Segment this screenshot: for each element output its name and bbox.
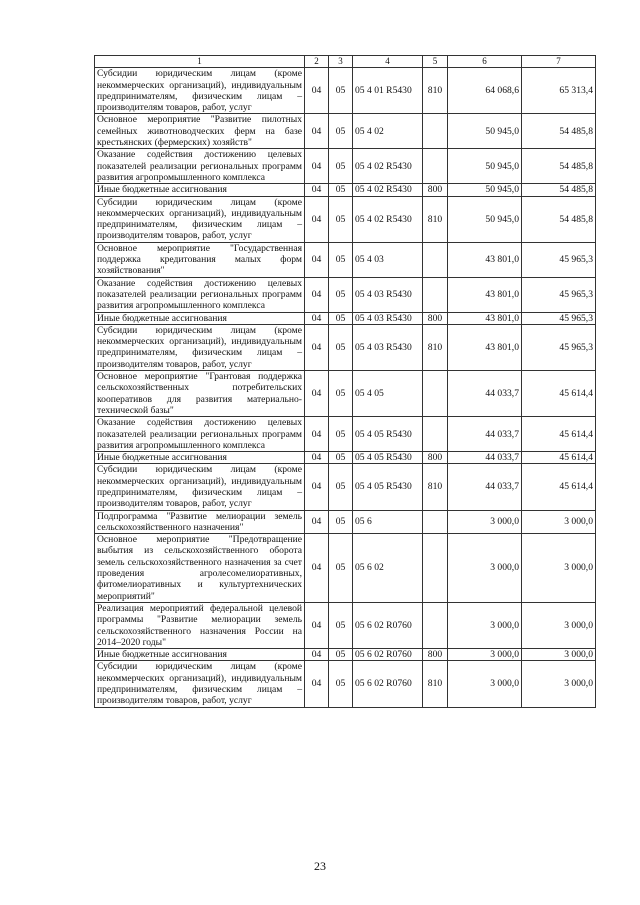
target-article-cell: 05 4 05 R5430: [353, 417, 423, 452]
amount-year-2-cell: 45 614,4: [522, 452, 596, 464]
item-name-cell: Субсидии юридическим лицам (кроме некоммерческих организаций), индивидуальным предпринимателям, физическим лицам – производителям товаров, работ, услуг: [95, 324, 305, 370]
target-article-cell: 05 4 01 R5430: [353, 68, 423, 114]
expense-type-cell: 810: [423, 68, 448, 114]
amount-year-1-cell: 44 033,7: [448, 371, 522, 417]
subsection-code-cell: 05: [329, 661, 353, 707]
table-row: [95, 277, 596, 312]
item-name-cell: Основное мероприятие "Грантовая поддержка сельскохозяйственных потребительских кооперативов для развития материально-технической базы": [95, 371, 305, 417]
amount-year-2-cell: 45 965,3: [522, 242, 596, 277]
target-article-cell: 05 4 02 R5430: [353, 149, 423, 184]
subsection-code-cell: 05: [329, 371, 353, 417]
amount-year-1-cell: 43 801,0: [448, 277, 522, 312]
expense-type-cell: 800: [423, 452, 448, 464]
section-code-cell: 04: [305, 324, 329, 370]
section-code-cell: 04: [305, 277, 329, 312]
item-name-cell: Оказание содействия достижению целевых показателей реализации региональных программ развития агропромышленного комплекса: [95, 149, 305, 184]
expense-type-cell: [423, 277, 448, 312]
section-code-cell: 04: [305, 464, 329, 510]
subsection-code-cell: 05: [329, 464, 353, 510]
subsection-code-cell: 05: [329, 242, 353, 277]
amount-year-1-cell: 50 945,0: [448, 149, 522, 184]
section-code-cell: 04: [305, 68, 329, 114]
amount-year-2-cell: 54 485,8: [522, 114, 596, 149]
table-row: [95, 371, 596, 417]
subsection-code-cell: 05: [329, 149, 353, 184]
table-row: [95, 68, 596, 114]
section-code-cell: 04: [305, 114, 329, 149]
amount-year-1-cell: 44 033,7: [448, 452, 522, 464]
subsection-code-cell: 05: [329, 324, 353, 370]
table-row: [95, 417, 596, 452]
target-article-cell: 05 4 03: [353, 242, 423, 277]
subsection-code-cell: 05: [329, 452, 353, 464]
target-article-cell: 05 4 03 R5430: [353, 324, 423, 370]
expense-type-cell: [423, 510, 448, 534]
subsection-code-cell: 05: [329, 534, 353, 603]
budget-table-page: [94, 55, 595, 708]
amount-year-2-cell: 45 614,4: [522, 371, 596, 417]
amount-year-2-cell: 3 000,0: [522, 534, 596, 603]
item-name-cell: Иные бюджетные ассигнования: [95, 184, 305, 196]
expense-type-cell: [423, 371, 448, 417]
table-row: [95, 649, 596, 661]
expense-type-cell: [423, 417, 448, 452]
subsection-code-cell: 05: [329, 114, 353, 149]
table-row: [95, 324, 596, 370]
section-code-cell: 04: [305, 649, 329, 661]
subsection-code-cell: 05: [329, 277, 353, 312]
target-article-cell: 05 4 02 R5430: [353, 196, 423, 242]
amount-year-2-cell: 45 614,4: [522, 464, 596, 510]
amount-year-1-cell: 3 000,0: [448, 510, 522, 534]
amount-year-1-cell: 3 000,0: [448, 534, 522, 603]
table-row: [95, 114, 596, 149]
section-code-cell: 04: [305, 661, 329, 707]
section-code-cell: 04: [305, 602, 329, 648]
target-article-cell: 05 4 03 R5430: [353, 277, 423, 312]
target-article-cell: 05 4 05: [353, 371, 423, 417]
section-code-cell: 04: [305, 149, 329, 184]
table-row: [95, 452, 596, 464]
subsection-code-cell: 05: [329, 312, 353, 324]
target-article-cell: 05 4 02: [353, 114, 423, 149]
subsection-code-cell: 05: [329, 510, 353, 534]
expense-type-cell: 810: [423, 661, 448, 707]
target-article-cell: 05 4 03 R5430: [353, 312, 423, 324]
table-row: [95, 184, 596, 196]
table-row: [95, 242, 596, 277]
table-row: [95, 464, 596, 510]
item-name-cell: Оказание содействия достижению целевых показателей реализации региональных программ развития агропромышленного комплекса: [95, 417, 305, 452]
expense-type-cell: 800: [423, 649, 448, 661]
amount-year-1-cell: 3 000,0: [448, 661, 522, 707]
amount-year-1-cell: 3 000,0: [448, 602, 522, 648]
section-code-cell: 04: [305, 196, 329, 242]
subsection-code-cell: 05: [329, 68, 353, 114]
amount-year-1-cell: 44 033,7: [448, 417, 522, 452]
subsection-code-cell: 05: [329, 602, 353, 648]
target-article-cell: 05 4 02 R5430: [353, 184, 423, 196]
target-article-cell: 05 6 02 R0760: [353, 602, 423, 648]
item-name-cell: Субсидии юридическим лицам (кроме некоммерческих организаций), индивидуальным предпринимателям, физическим лицам – производителям товаров, работ, услуг: [95, 464, 305, 510]
item-name-cell: Оказание содействия достижению целевых показателей реализации региональных программ развития агропромышленного комплекса: [95, 277, 305, 312]
amount-year-2-cell: 3 000,0: [522, 510, 596, 534]
expense-type-cell: 800: [423, 184, 448, 196]
expense-type-cell: [423, 114, 448, 149]
section-code-cell: 04: [305, 242, 329, 277]
amount-year-2-cell: 65 313,4: [522, 68, 596, 114]
header-cell-4: 4: [353, 56, 423, 68]
subsection-code-cell: 05: [329, 184, 353, 196]
amount-year-1-cell: 50 945,0: [448, 196, 522, 242]
item-name-cell: Иные бюджетные ассигнования: [95, 452, 305, 464]
amount-year-1-cell: 3 000,0: [448, 649, 522, 661]
amount-year-1-cell: 64 068,6: [448, 68, 522, 114]
amount-year-1-cell: 43 801,0: [448, 312, 522, 324]
expense-type-cell: 800: [423, 312, 448, 324]
expense-type-cell: [423, 149, 448, 184]
header-cell-5: 5: [423, 56, 448, 68]
table-row: [95, 312, 596, 324]
section-code-cell: 04: [305, 312, 329, 324]
amount-year-2-cell: 45 965,3: [522, 324, 596, 370]
header-cell-7: 7: [522, 56, 596, 68]
header-cell-6: 6: [448, 56, 522, 68]
section-code-cell: 04: [305, 417, 329, 452]
amount-year-2-cell: 54 485,8: [522, 184, 596, 196]
table-body: [95, 68, 596, 707]
amount-year-2-cell: 45 965,3: [522, 312, 596, 324]
subsection-code-cell: 05: [329, 417, 353, 452]
expense-type-cell: 810: [423, 324, 448, 370]
table-row: [95, 510, 596, 534]
amount-year-1-cell: 43 801,0: [448, 324, 522, 370]
header-row: [95, 56, 596, 68]
target-article-cell: 05 4 05 R5430: [353, 464, 423, 510]
subsection-code-cell: 05: [329, 196, 353, 242]
budget-table: [94, 55, 596, 708]
amount-year-1-cell: 43 801,0: [448, 242, 522, 277]
table-row: [95, 149, 596, 184]
amount-year-2-cell: 45 614,4: [522, 417, 596, 452]
target-article-cell: 05 6: [353, 510, 423, 534]
amount-year-2-cell: 3 000,0: [522, 602, 596, 648]
expense-type-cell: 810: [423, 196, 448, 242]
section-code-cell: 04: [305, 371, 329, 417]
amount-year-2-cell: 3 000,0: [522, 649, 596, 661]
amount-year-2-cell: 45 965,3: [522, 277, 596, 312]
section-code-cell: 04: [305, 510, 329, 534]
table-row: [95, 534, 596, 603]
target-article-cell: 05 6 02: [353, 534, 423, 603]
item-name-cell: Субсидии юридическим лицам (кроме некоммерческих организаций), индивидуальным предпринимателям, физическим лицам – производителям товаров, работ, услуг: [95, 68, 305, 114]
target-article-cell: 05 6 02 R0760: [353, 649, 423, 661]
item-name-cell: Основное мероприятие "Государственная поддержка кредитования малых форм хозяйствования": [95, 242, 305, 277]
item-name-cell: Реализация мероприятий федеральной целевой программы "Развитие мелиорации земель сельскохозяйственного назначения России на 2014–2020 годы": [95, 602, 305, 648]
item-name-cell: Подпрограмма "Развитие мелиорации земель сельскохозяйственного назначения": [95, 510, 305, 534]
amount-year-2-cell: 54 485,8: [522, 196, 596, 242]
target-article-cell: 05 4 05 R5430: [353, 452, 423, 464]
header-cell-2: 2: [305, 56, 329, 68]
table-row: [95, 661, 596, 707]
amount-year-2-cell: 3 000,0: [522, 661, 596, 707]
header-cell-1: 1: [95, 56, 305, 68]
amount-year-2-cell: 54 485,8: [522, 149, 596, 184]
amount-year-1-cell: 50 945,0: [448, 184, 522, 196]
item-name-cell: Иные бюджетные ассигнования: [95, 312, 305, 324]
target-article-cell: 05 6 02 R0760: [353, 661, 423, 707]
item-name-cell: Субсидии юридическим лицам (кроме некоммерческих организаций), индивидуальным предпринимателям, физическим лицам – производителям товаров, работ, услуг: [95, 196, 305, 242]
expense-type-cell: 810: [423, 464, 448, 510]
item-name-cell: Основное мероприятие "Развитие пилотных семейных животноводческих ферм на базе крестьянских (фермерских) хозяйств": [95, 114, 305, 149]
table-row: [95, 602, 596, 648]
section-code-cell: 04: [305, 184, 329, 196]
table-row: [95, 196, 596, 242]
item-name-cell: Иные бюджетные ассигнования: [95, 649, 305, 661]
section-code-cell: 04: [305, 534, 329, 603]
item-name-cell: Субсидии юридическим лицам (кроме некоммерческих организаций), индивидуальным предпринимателям, физическим лицам – производителям товаров, работ, услуг: [95, 661, 305, 707]
expense-type-cell: [423, 602, 448, 648]
expense-type-cell: [423, 242, 448, 277]
item-name-cell: Основное мероприятие "Предотвращение выбытия из сельскохозяйственного оборота земель сельскохозяйственного назначения за счет проведения агролесомелиоративных, фитомелиоративных и культуртехнических мероприятий": [95, 534, 305, 603]
amount-year-1-cell: 50 945,0: [448, 114, 522, 149]
subsection-code-cell: 05: [329, 649, 353, 661]
header-cell-3: 3: [329, 56, 353, 68]
section-code-cell: 04: [305, 452, 329, 464]
page-number: 23: [314, 859, 326, 873]
expense-type-cell: [423, 534, 448, 603]
amount-year-1-cell: 44 033,7: [448, 464, 522, 510]
